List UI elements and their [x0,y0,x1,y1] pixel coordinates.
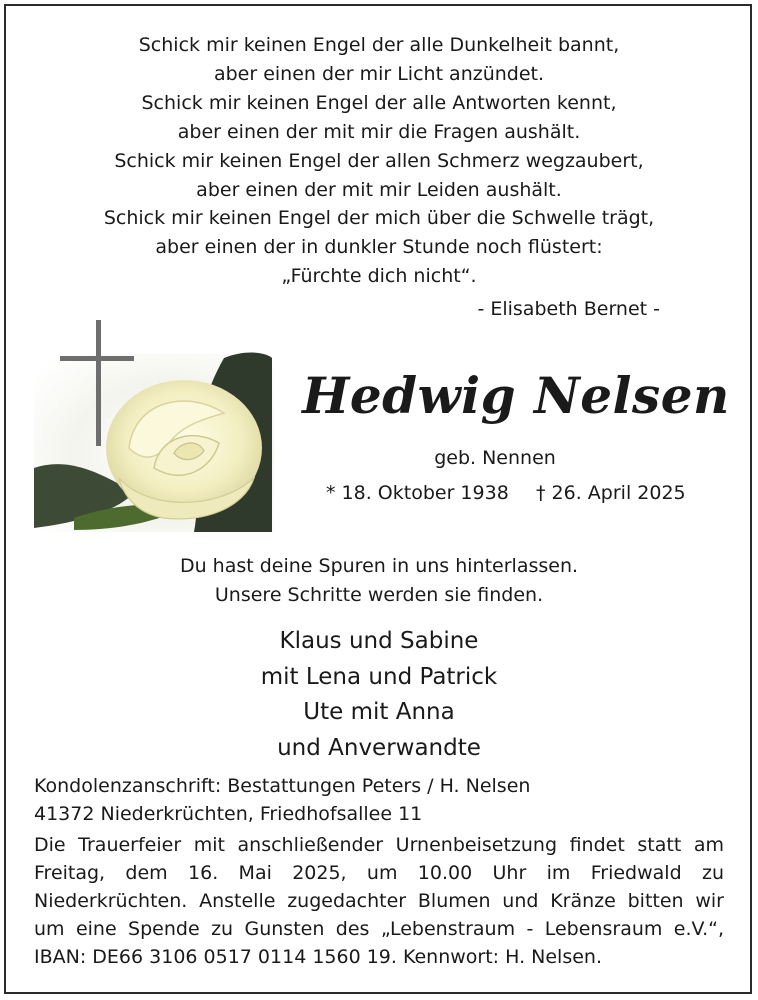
cross-icon [60,320,140,450]
poem-line: aber einen der mir Licht anzündet. [213,62,545,85]
mourner-line: Ute mit Anna [303,699,455,725]
address-line: Kondolenzanschrift: Bestattungen Peters / H. Nelsen [34,775,531,797]
condolence-address [34,772,530,828]
birth-date: * 18. Oktober 1938 [326,482,509,504]
motto [0,552,758,610]
service-line: Freitag, dem 16. Mai 2025, um 10.00 Uhr im Friedwald zu [34,861,724,884]
poem-line: Schick mir keinen Engel der mich über die Schwelle trägt, [103,207,655,230]
deceased-name: Hedwig Nelsen [302,366,730,425]
service-line: Die Trauerfeier mit anschließender Urnenbeisetzung findet statt am [34,834,724,856]
motto-line: Du hast deine Spuren in uns hinterlassen. [179,555,579,577]
mourners [0,624,758,766]
service-line: Niederkrüchten. Anstelle zugedachter Blumen und Kränze bitten wir [34,889,724,912]
poem-line: Schick mir keinen Engel der alle Antworten kennt, [141,91,617,114]
mourner-line: Klaus und Sabine [279,628,479,654]
mourner-line: mit Lena und Patrick [260,663,498,690]
poem-author: - Elisabeth Bernet - [477,298,660,320]
poem-line: „Fürchte dich nicht“. [281,265,477,288]
address-line: 41372 Niederkrüchten, Friedhofsallee 11 [34,803,423,825]
motto-line: Unsere Schritte werden sie finden. [214,584,544,606]
maiden-name: geb. Nennen [434,447,556,469]
service-details [34,832,724,972]
poem [0,31,758,291]
service-line: um eine Spende zu Gunsten des „Lebenstraum - Lebensraum e.V.“, [34,917,724,940]
memorial-image [34,318,274,532]
poem-line: aber einen der mit mir die Fragen aushält. [177,120,581,143]
death-date: † 26. April 2025 [536,482,686,504]
poem-line: Schick mir keinen Engel der alle Dunkelheit bannt, [138,34,620,56]
mourner-line: und Anverwandte [277,734,481,761]
service-line: IBAN: DE66 3106 0517 0114 1560 19. Kennwort: H. Nelsen. [34,945,603,968]
poem-line: aber einen der mit mir Leiden aushält. [196,178,562,201]
poem-line: Schick mir keinen Engel der allen Schmerz wegzaubert, [114,149,644,172]
poem-line: aber einen der in dunkler Stunde noch flüstert: [155,236,603,259]
